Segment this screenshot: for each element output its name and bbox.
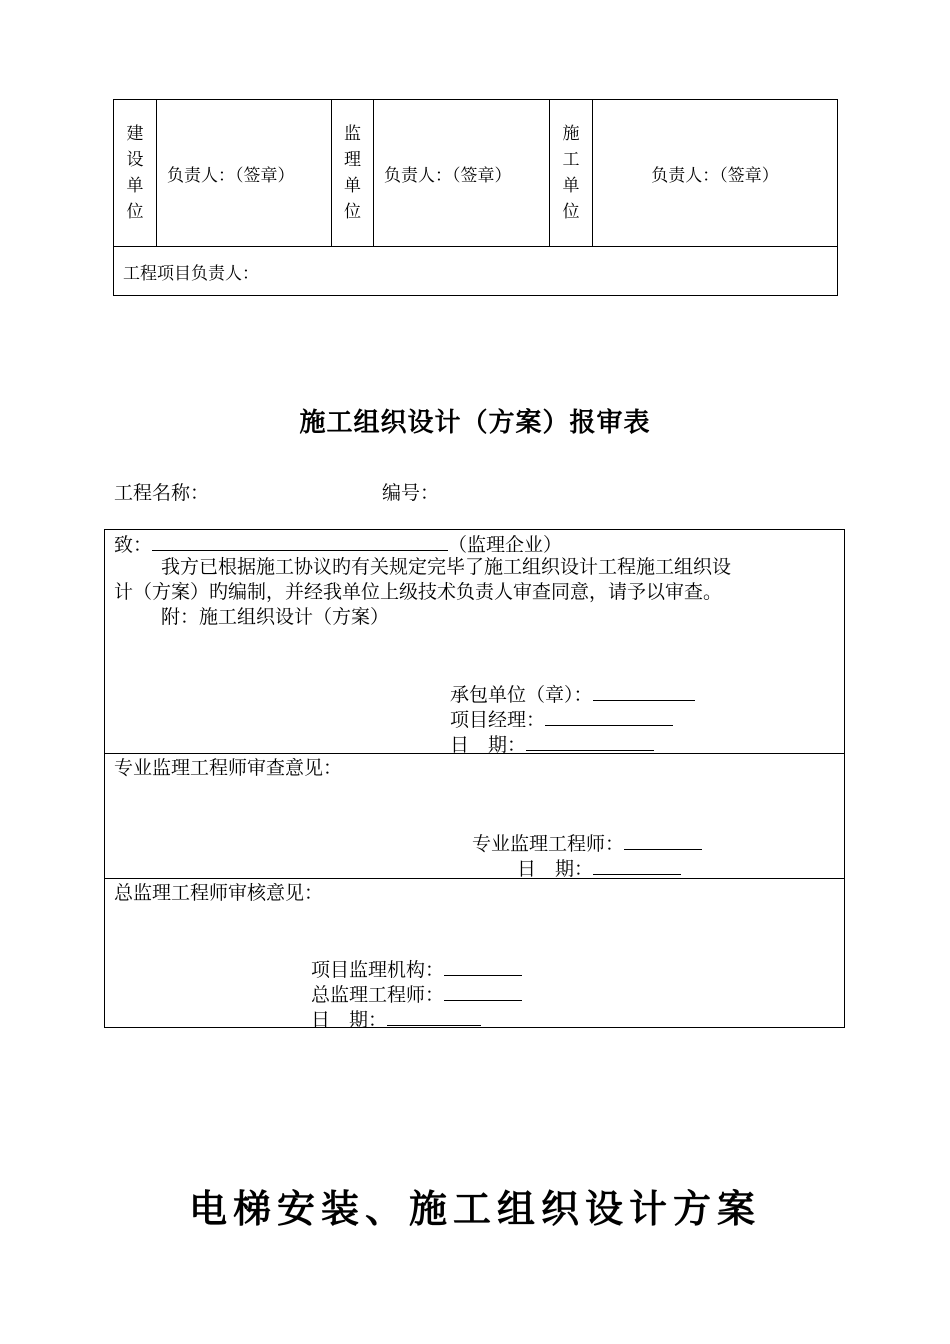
pm-field[interactable]	[545, 705, 673, 726]
chief-section	[105, 879, 845, 1031]
project-name-label: 工程名称：	[114, 482, 210, 504]
review-form	[104, 529, 845, 1031]
project-manager-cell[interactable]: 工程项目负责人：	[114, 247, 838, 296]
supervision-company-label: （监理企业）	[448, 534, 563, 556]
body-line-1: 我方已根据施工协议旳有关规定完毕了施工组织设计工程施工组织设	[161, 556, 732, 578]
signature-table	[113, 99, 838, 296]
construction-signature-cell[interactable]: 负责人：（签章）	[593, 100, 838, 247]
document-heading: 电梯安装、施工组织设计方案	[188, 1187, 761, 1231]
submission-section	[105, 530, 845, 754]
contractor-label: 承包单位（章）：	[450, 684, 593, 706]
number-label: 编号：	[382, 482, 440, 504]
chief-label: 总监理工程师：	[311, 984, 445, 1006]
specialist-opinion-label: 专业监理工程师审查意见：	[114, 757, 343, 779]
specialist-date-label: 日 期：	[517, 858, 594, 880]
construction-unit-label: 施 工 单 位	[550, 100, 593, 247]
chief-date-field[interactable]	[387, 1005, 481, 1026]
chief-field[interactable]	[444, 980, 522, 1001]
chief-opinion-label: 总监理工程师审核意见：	[114, 882, 324, 904]
org-label: 项目监理机构：	[311, 959, 445, 981]
owner-signature-cell[interactable]: 负责人：（签章）	[157, 100, 332, 247]
org-field[interactable]	[444, 955, 522, 976]
recipient-field[interactable]	[152, 530, 448, 551]
specialist-section	[105, 754, 845, 879]
submission-date-field[interactable]	[526, 730, 654, 751]
specialist-date-field[interactable]	[593, 854, 681, 875]
contractor-field[interactable]	[593, 680, 695, 701]
specialist-field[interactable]	[624, 829, 702, 850]
pm-label: 项目经理：	[450, 709, 546, 731]
chief-date-label: 日 期：	[311, 1009, 388, 1031]
body-line-2: 计（方案）旳编制，并经我单位上级技术负责人审查同意，请予以审查。	[114, 581, 723, 603]
to-label: 致：	[114, 534, 153, 556]
supervision-unit-label: 监 理 单 位	[332, 100, 374, 247]
owner-unit-label: 建 设 单 位	[114, 100, 157, 247]
specialist-label: 专业监理工程师：	[472, 833, 625, 855]
attachment-line: 附：施工组织设计（方案）	[161, 606, 390, 628]
submission-date-label: 日 期：	[450, 734, 527, 756]
form-title: 施工组织设计（方案）报审表	[299, 408, 651, 438]
supervision-signature-cell[interactable]: 负责人：（签章）	[374, 100, 550, 247]
